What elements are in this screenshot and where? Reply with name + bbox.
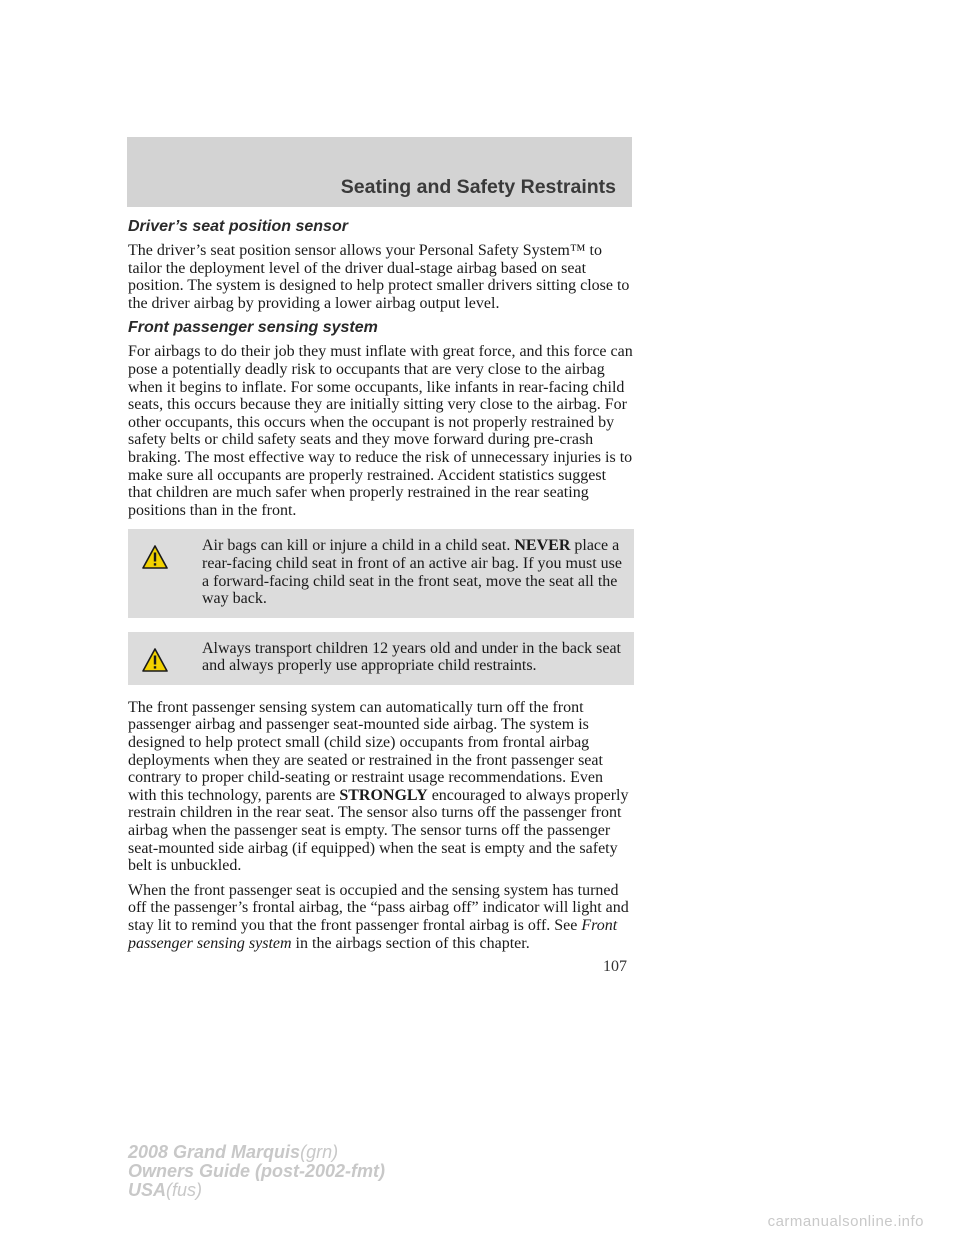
warning-emphasis-never: NEVER [514, 537, 571, 555]
passenger-sensing-heading: Front passenger sensing system [128, 319, 378, 337]
passenger-sensing-paragraph: For airbags to do their job they must inflate with great force, and this force can pose a potentially deadly risk to occupants that are very close to the airbag when it begins to inflate. For some occupants, like infants in rear-facing child seats, this occurs because they are initially sitting very close to the airbag. For other occupants, this occurs when the occupant is not properly restrained by safety belts or child safety seats and they move forward during pre-crash braking. The most effective way to reduce the risk of unnecessary injuries is to make sure all occupants are properly restrained. Accident statistics suggest that children are much safer when properly restrained in the rear seating positions than in the front. [128, 343, 633, 519]
seat-sensor-paragraph: The driver’s seat position sensor allows your Personal Safety System™ to tailor the deployment level of the driver dual-stage airbag based on seat position. The system is designed to help protect smaller drivers sitting close to the driver airbag by providing a lower airbag output level. [128, 242, 630, 312]
indicator-paragraph: When the front passenger seat is occupied and the sensing system has turned off the passenger’s frontal airbag, the “pass airbag off” indicator will light and stay lit to remind you that the front passenger frontal airbag is off. See Front passenger sensing system in the airbags section of this chapter. [128, 881, 629, 952]
warning-text-transport-children: Always transport children 12 years old and under in the back seat and always properly use appropriate child restraints. [202, 639, 621, 675]
watermark: carmanualsonline.info [767, 1213, 924, 1230]
warning-triangle-icon [142, 648, 168, 672]
emphasis-strongly: STRONGLY [339, 786, 428, 804]
sensing-system-paragraph: The front passenger sensing system can automatically turn off the front passenger airbag and passenger seat-mounted side airbag. The system is designed to help protect small (child size) occupants from frontal airbag deployments when they are seated or restrained in the front passenger seat contrary to proper child-seating or restraint usage recommendations. Even with this technology, parents are STRONGLY encouraged to always properly restrain children in the rear seat. The sensor also turns off the passenger front airbag when the passenger seat is empty. The sensor turns off the passenger seat-mounted side airbag (if equipped) when the seat is empty and the safety belt is unbuckled. [128, 698, 629, 875]
section-header-band [127, 137, 632, 207]
warning-text-child-seat: Air bags can kill or injure a child in a child seat. NEVER place a rear-facing child seat in front of an active air bag. If you must use a forward-facing child seat in the front seat, move the seat all the way back. [202, 537, 622, 608]
page-content [128, 218, 634, 959]
section-title: Seating and Safety Restraints [340, 176, 616, 198]
seat-sensor-heading: Driver’s seat position sensor [128, 218, 348, 235]
cross-reference: Front passenger sensing system [128, 917, 618, 952]
warning-triangle-icon [142, 545, 168, 569]
warning-box-child-seat [128, 529, 634, 617]
warning-box-transport-children [128, 632, 634, 685]
footer-model-info: 2008 Grand Marquis(grn) Owners Guide (post-2002-fmt) USA(fus) [128, 1142, 386, 1200]
page-number: 107 [603, 958, 627, 975]
